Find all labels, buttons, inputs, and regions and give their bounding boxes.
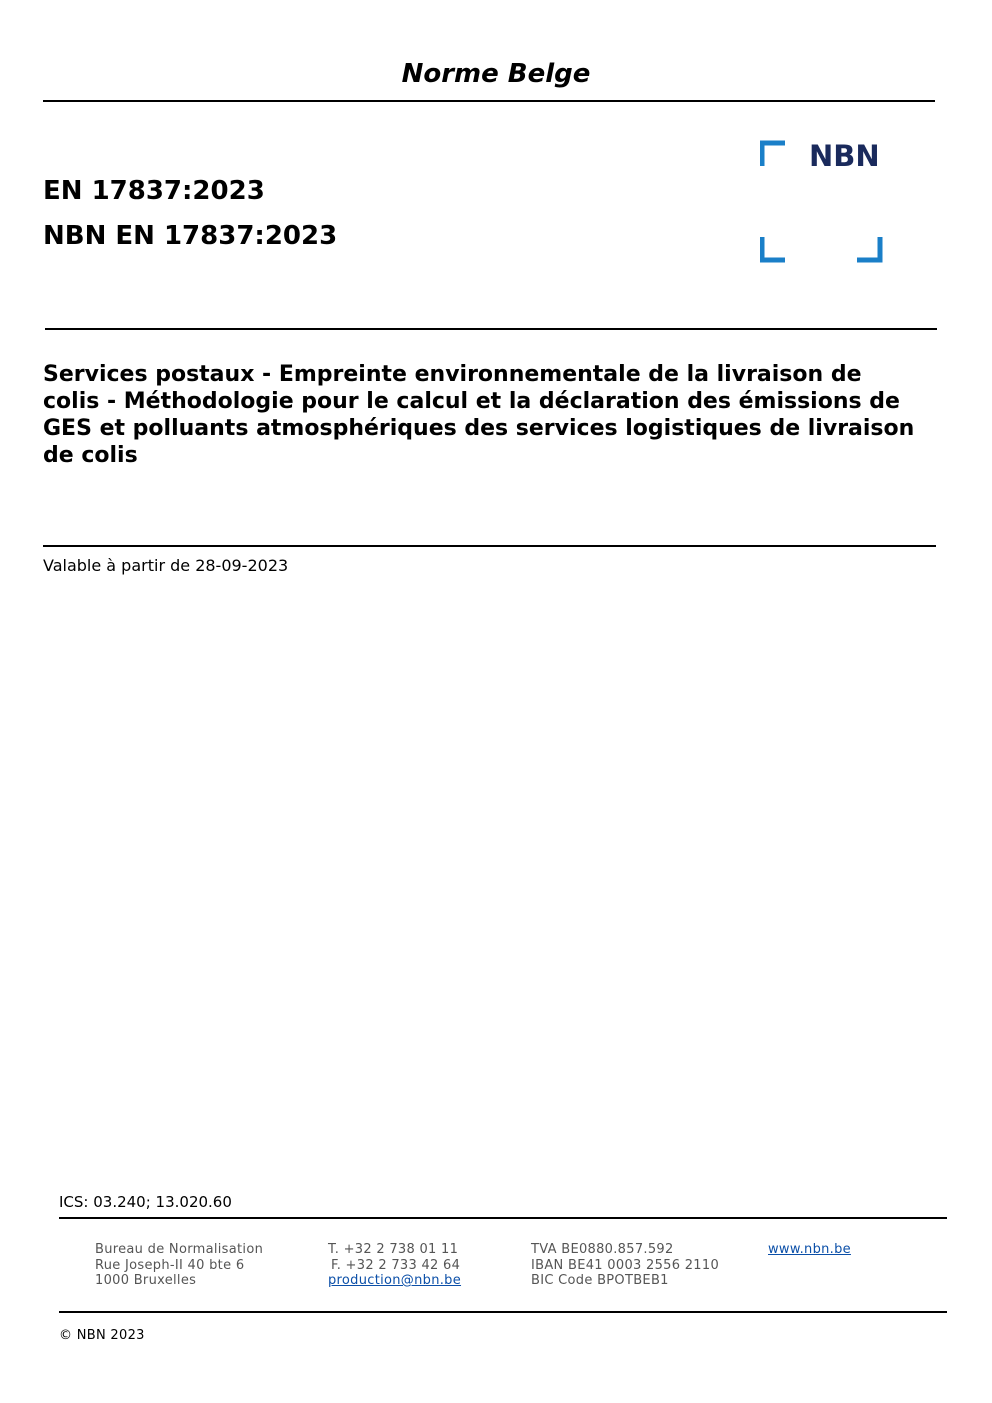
nbn-logo <box>760 140 886 264</box>
standard-code-nbn: NBN EN 17837:2023 <box>43 221 338 251</box>
fax-number: F. +32 2 733 42 64 <box>331 1257 461 1273</box>
validity-date: Valable à partir de 28-09-2023 <box>43 556 289 575</box>
website-link[interactable]: www.nbn.be <box>768 1242 851 1257</box>
address-line-2: Rue Joseph-II 40 bte 6 <box>95 1257 245 1273</box>
logo-text: NBN <box>809 140 880 173</box>
ics-codes: ICS: 03.240; 13.020.60 <box>59 1193 232 1211</box>
header-divider <box>43 100 935 102</box>
standard-code-en: EN 17837:2023 <box>43 176 265 206</box>
copyright-notice: © NBN 2023 <box>59 1328 145 1343</box>
subject-title: Services postaux - Empreinte environnementale de la livraison de colis - Méthodologie pour le calcul et la déclaration des émissions de GES et polluants atmosphériques des services logistiques de livraison de colis <box>43 362 915 468</box>
logo-bracket-bottom-left <box>762 237 785 260</box>
phone-number: T. +32 2 738 01 11 <box>328 1242 459 1257</box>
footer-bottom-divider <box>59 1311 947 1313</box>
footer-web <box>768 1242 851 1258</box>
logo-bracket-top-left <box>762 143 785 166</box>
bic-code: BIC Code BPOTBEB1 <box>531 1273 669 1288</box>
footer-contact <box>328 1242 461 1289</box>
header-title: Norme Belge <box>401 59 591 89</box>
address-line-3: 1000 Bruxelles <box>95 1273 197 1288</box>
vat-number: TVA BE0880.857.592 <box>531 1242 674 1257</box>
address-line-1: Bureau de Normalisation <box>95 1242 264 1257</box>
footer-top-divider <box>59 1217 947 1219</box>
validity-divider <box>43 545 936 547</box>
email-link[interactable]: production@nbn.be <box>328 1273 462 1288</box>
footer-finance <box>531 1242 719 1289</box>
footer-address <box>95 1242 263 1289</box>
iban-number: IBAN BE41 0003 2556 2110 <box>531 1257 720 1273</box>
title-divider <box>45 328 937 330</box>
logo-bracket-bottom-right <box>857 237 880 260</box>
